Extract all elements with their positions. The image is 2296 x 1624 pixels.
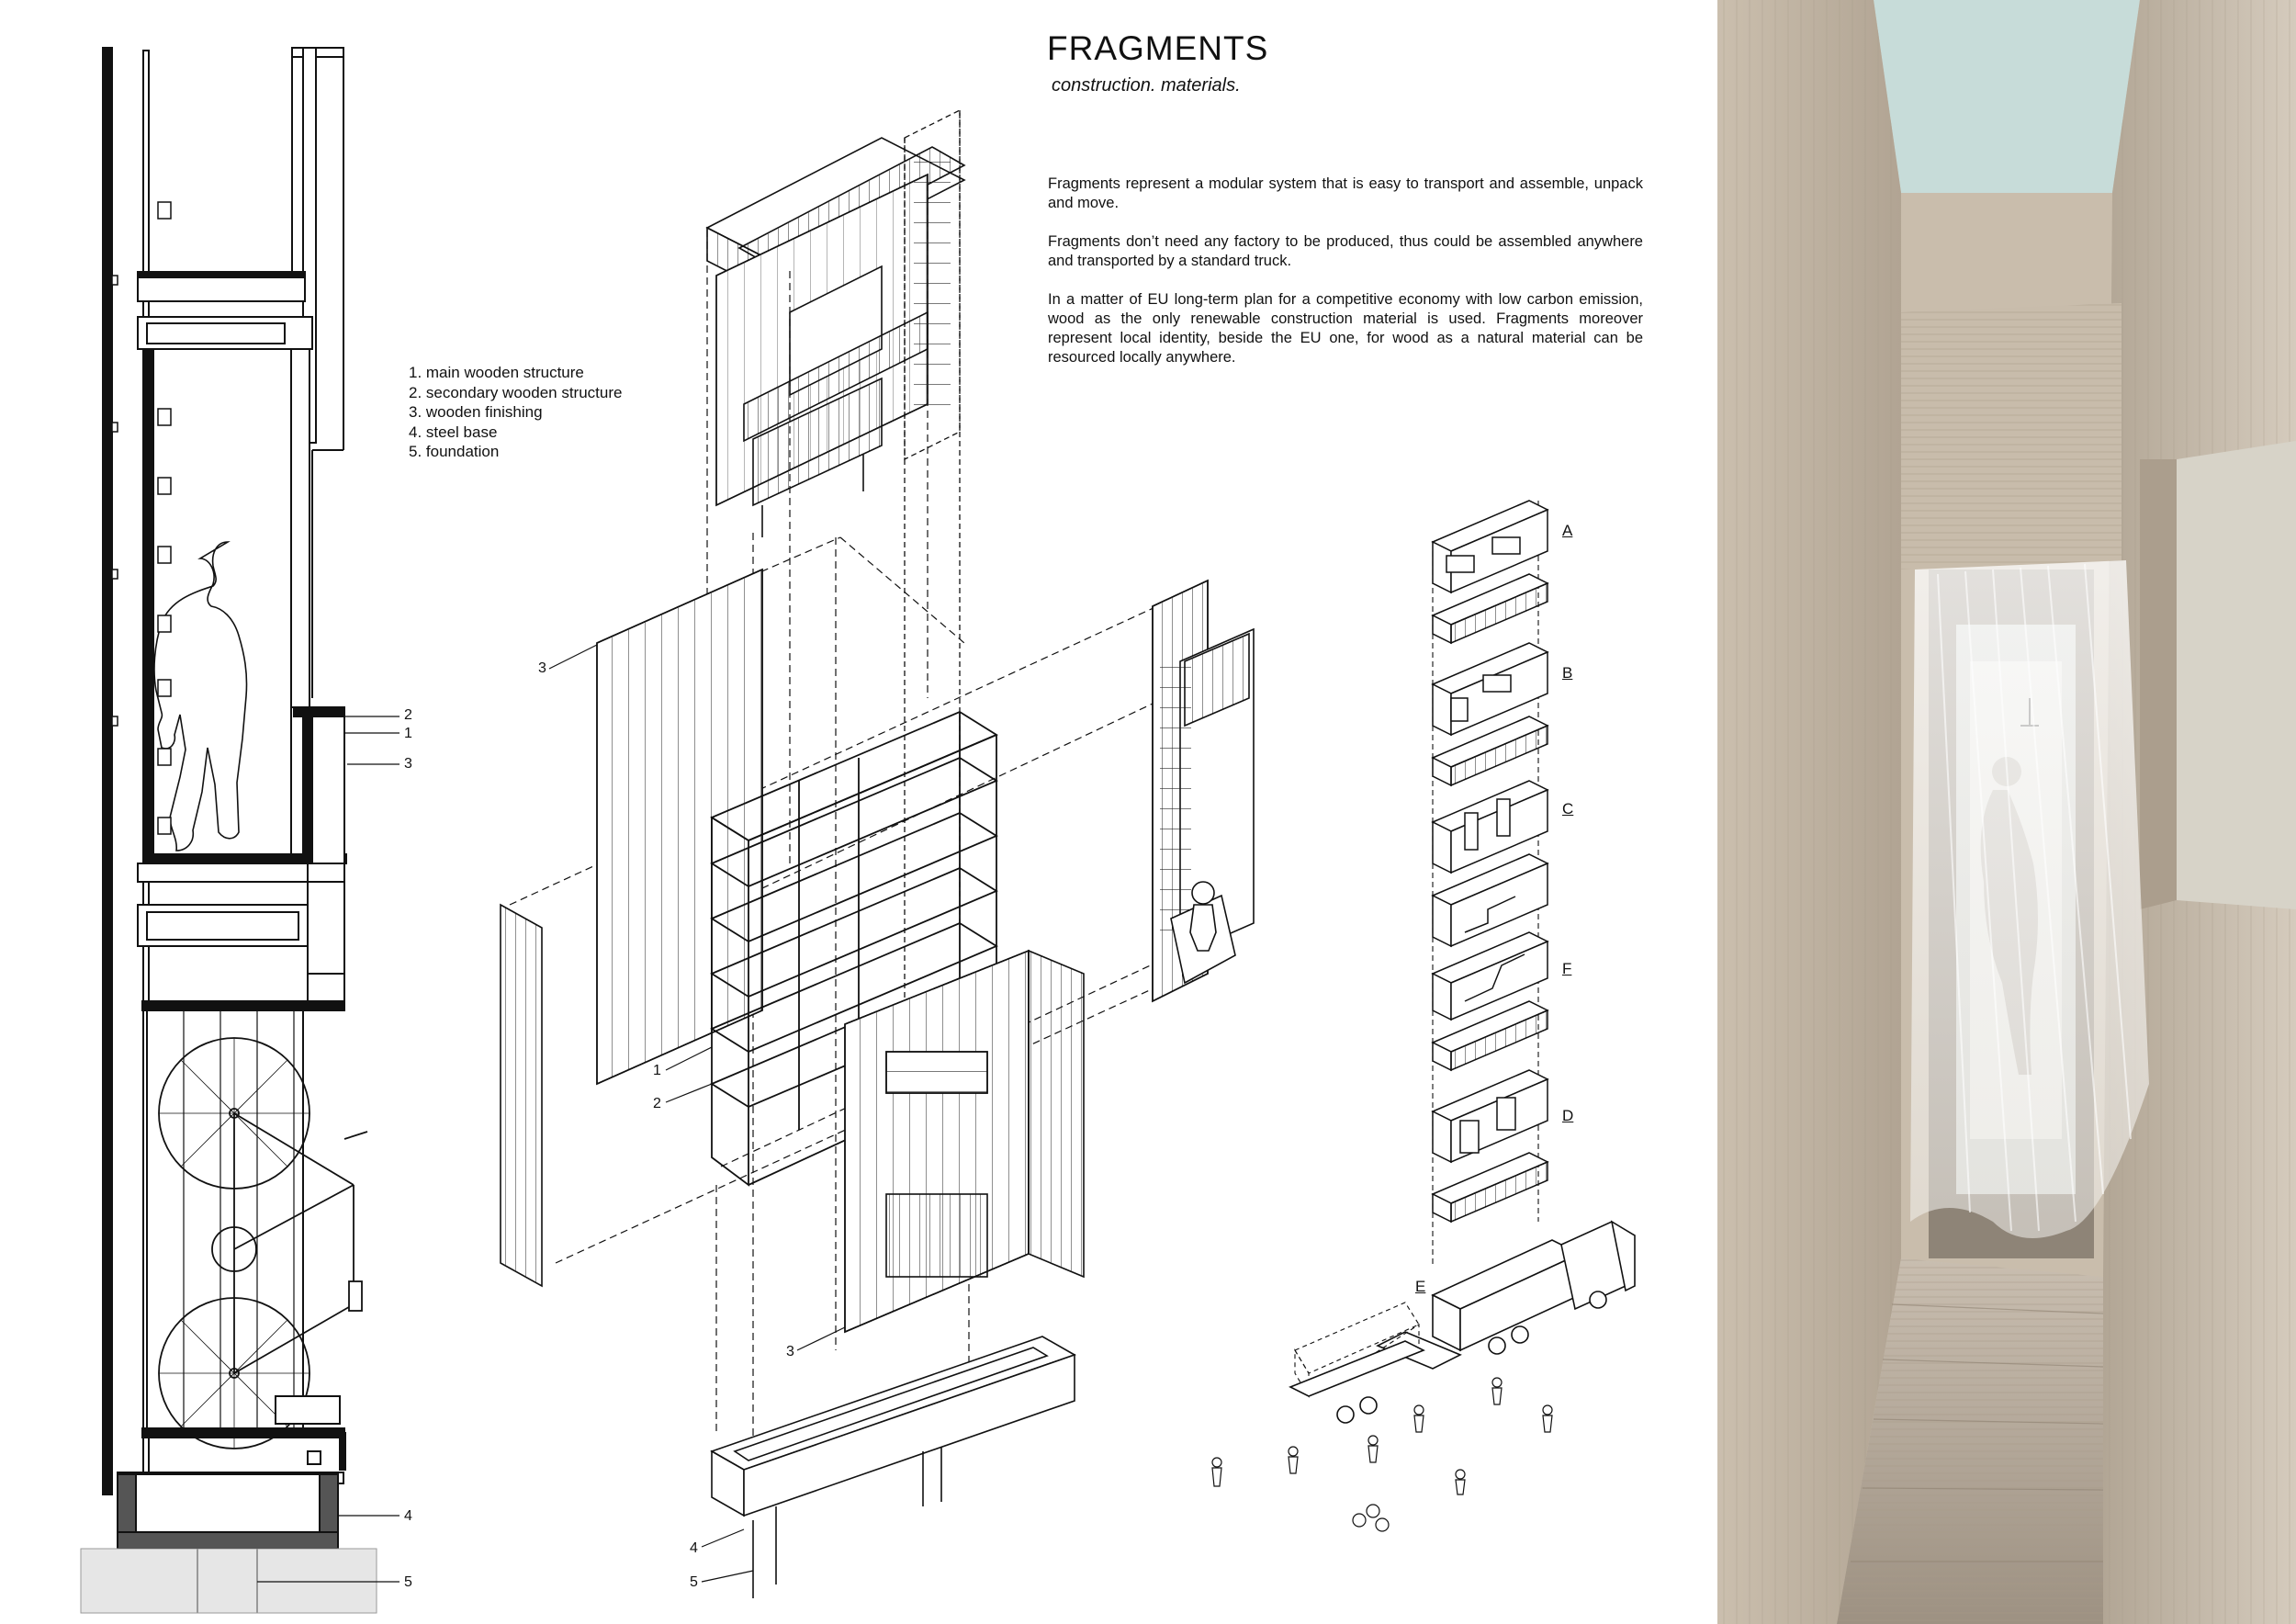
module-label-e: E (1415, 1278, 1426, 1295)
module-label-c: C (1562, 800, 1574, 818)
module-label-d: D (1562, 1107, 1574, 1124)
section-callout-5: 5 (404, 1574, 412, 1590)
small-figures (1212, 1378, 1552, 1531)
sky-opening (1874, 0, 2140, 193)
section-callout-2: 2 (404, 707, 412, 723)
legend-item-steel-base: 4. steel base (409, 423, 498, 441)
exploded-axonometric (501, 110, 1254, 1598)
axo-callout-5: 5 (690, 1574, 698, 1590)
page-subtitle: construction. materials. (1052, 75, 1241, 96)
description-paragraph-1: Fragments represent a modular system that is easy to transport and assemble, unpack and move. (1048, 175, 1643, 211)
truck (1290, 1222, 1635, 1423)
climbing-figure (1192, 882, 1214, 904)
axo-callout-1: 1 (653, 1063, 661, 1078)
page-title: FRAGMENTS (1047, 29, 1269, 67)
module-label-b: B (1562, 664, 1573, 682)
axo-callout-3-bottom: 3 (786, 1344, 794, 1359)
legend-item-secondary-structure: 2. secondary wooden structure (409, 383, 623, 401)
legend-item-foundation: 5. foundation (409, 443, 500, 460)
building-section (81, 48, 377, 1613)
foundation-block (81, 1549, 377, 1613)
axo-callout-3-top: 3 (538, 660, 546, 676)
interior-render (1717, 0, 2296, 1624)
module-label-f: F (1562, 960, 1572, 977)
description-paragraph-2: Fragments don’t need any factory to be produced, thus could be assembled anywhere and transported by a standard truck. (1048, 233, 1643, 269)
legend-item-wooden-finishing: 3. wooden finishing (409, 403, 543, 421)
axo-callout-2: 2 (653, 1096, 661, 1111)
shower-curtain (1910, 560, 2149, 1238)
axo-callout-4: 4 (690, 1540, 698, 1556)
module-stack (1212, 501, 1635, 1531)
legend-item-main-structure: 1. main wooden structure (409, 364, 584, 381)
description-paragraph-3: In a matter of EU long-term plan for a competitive economy with low carbon emission, wood as the only renewable construction material is used. Fragments moreover represent local identity, beside the EU one, for wood as a natural material can be resourced locally anywhere. (1048, 291, 1643, 366)
module-label-a: A (1562, 522, 1573, 539)
section-callout-4: 4 (404, 1508, 412, 1524)
section-callout-3: 3 (404, 756, 412, 772)
section-callout-1: 1 (404, 726, 412, 741)
